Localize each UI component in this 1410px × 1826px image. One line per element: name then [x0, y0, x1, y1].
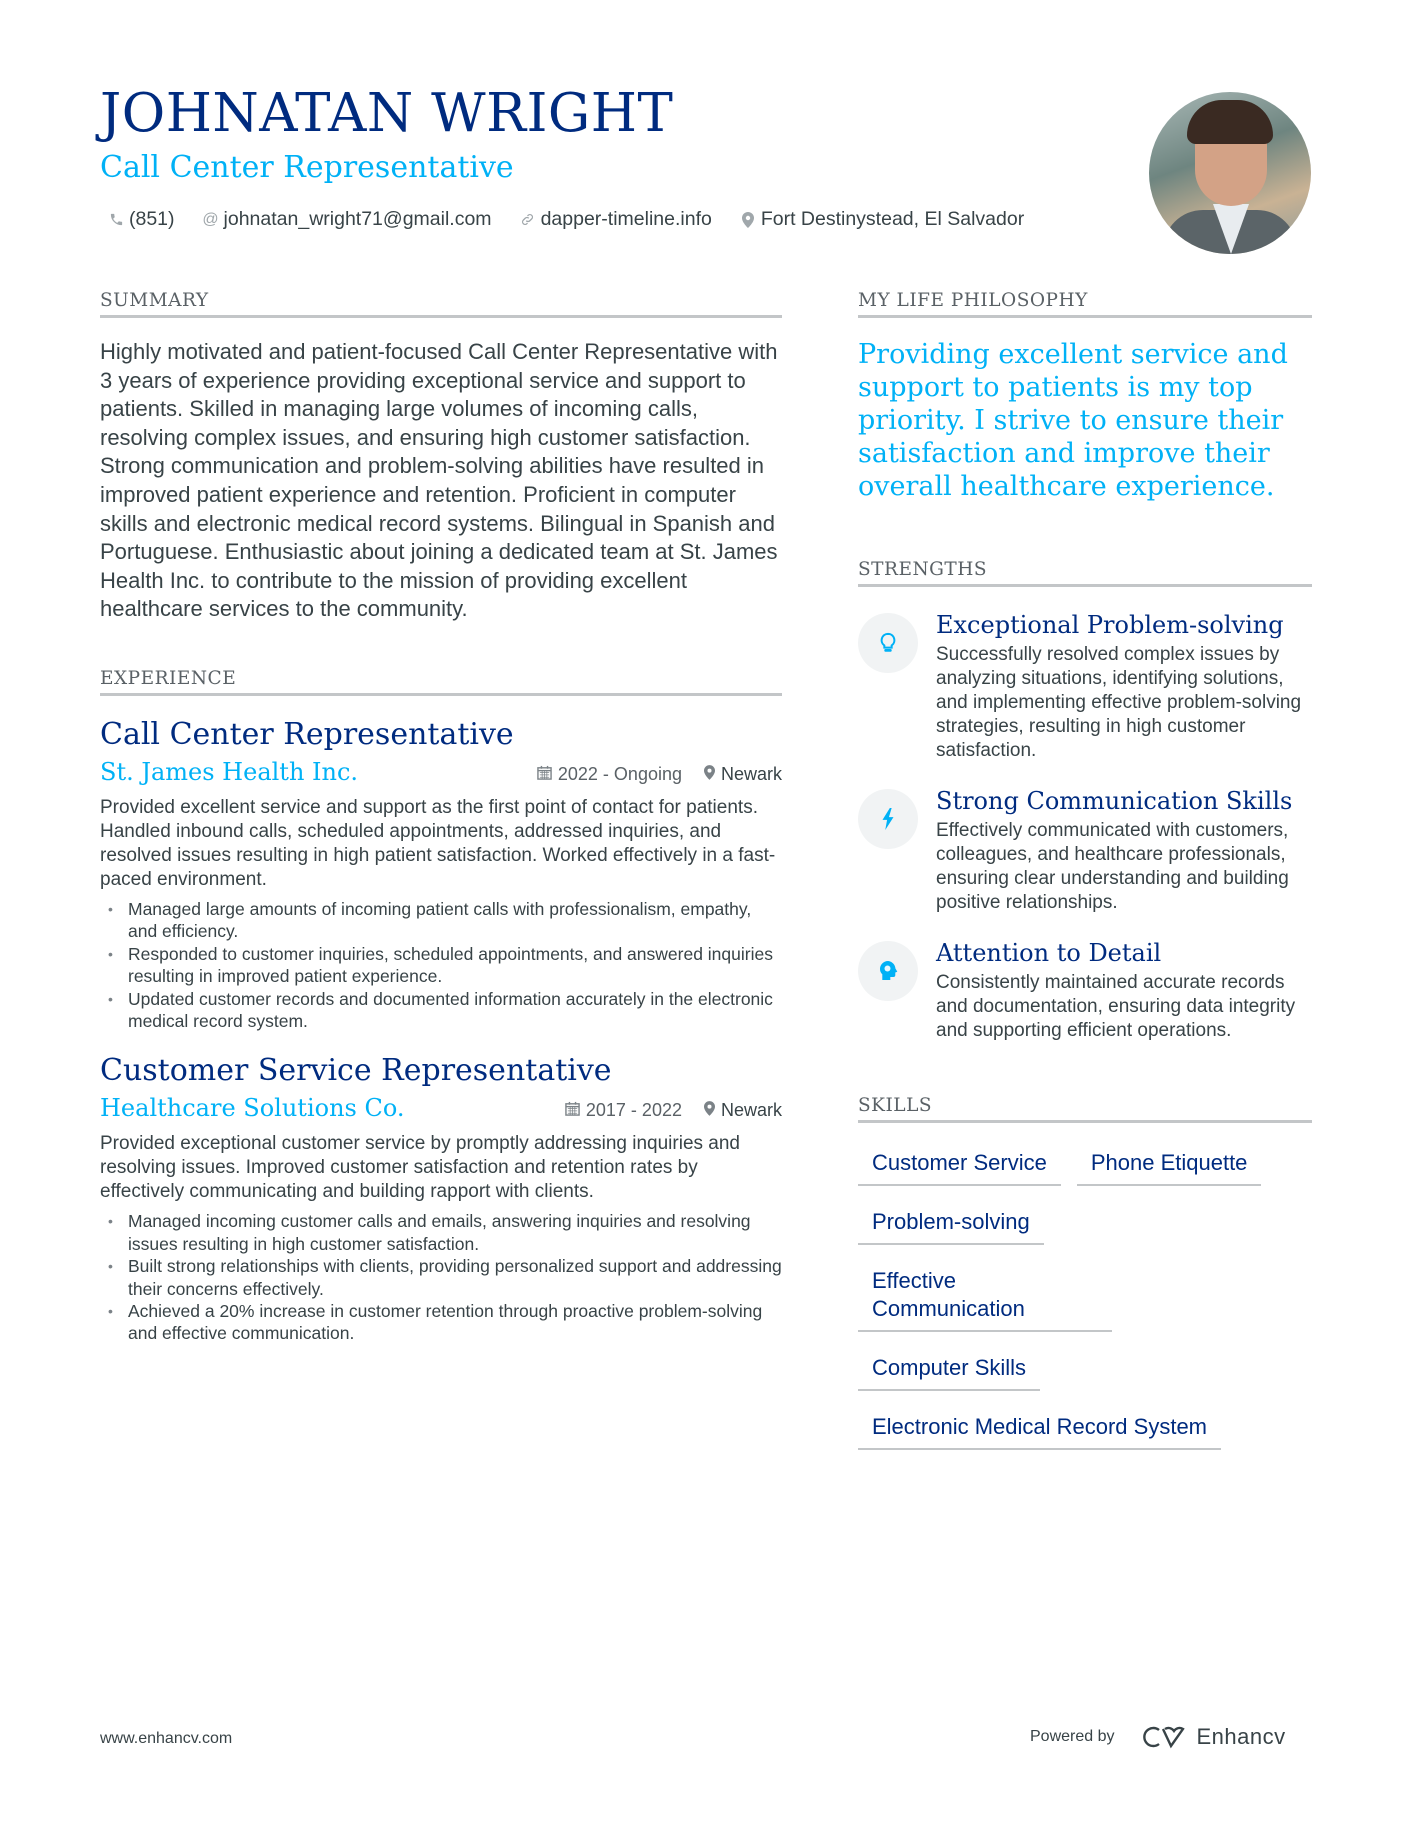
strength-item: [858, 785, 1312, 915]
strength-title: Exceptional Problem-solving: [936, 611, 1284, 639]
skill-tag: Effective Communication: [858, 1263, 1112, 1332]
strengths-section: [858, 559, 1312, 1043]
bullet-item: • Managed incoming customer calls and emails, answering inquiries and resolving issues resulting in high customer satisfaction.: [100, 1210, 782, 1255]
email-text[interactable]: johnatan_wright71@gmail.com: [223, 208, 492, 230]
strength-description: Successfully resolved complex issues by analyzing situations, identifying solutions, and implementing effective problem-solving strategies, resulting in high customer satisfaction.: [936, 644, 1302, 761]
company-name: Healthcare Solutions Co.: [100, 1094, 405, 1123]
job-dates: 2022 - Ongoing: [537, 764, 682, 785]
brand-name: Enhancv: [1196, 1724, 1286, 1749]
job-bullets: [100, 1210, 782, 1344]
footer-website[interactable]: www.enhancv.com: [100, 1730, 233, 1747]
link-icon: [520, 212, 536, 227]
skill-list: [858, 1145, 1312, 1450]
contact-info: [100, 208, 1100, 231]
bullet-item: • Managed large amounts of incoming patient calls with professionalism, empathy, and efficiency.: [100, 898, 782, 943]
strength-description: Consistently maintained accurate records and documentation, ensuring data integrity and supporting efficient operations.: [936, 972, 1296, 1041]
philosophy-section: [858, 290, 1312, 503]
job-entry: [100, 716, 782, 1032]
candidate-title: Call Center Representative: [100, 150, 514, 185]
lightning-bolt-icon: [858, 789, 918, 849]
calendar-icon: [565, 1101, 580, 1120]
phone-icon: [108, 212, 124, 227]
job-title: Customer Service Representative: [100, 1053, 612, 1089]
lightbulb-icon: [858, 613, 918, 673]
strength-item: [858, 609, 1312, 763]
philosophy-quote: Providing excellent service and support to patients is my top priority. I strive to ensure their satisfaction and improve their overall healthcare experience.: [858, 339, 1288, 502]
company-name: St. James Health Inc.: [100, 757, 359, 786]
summary-heading: SUMMARY: [100, 290, 782, 318]
bullet-item: • Achieved a 20% increase in customer retention through proactive problem-solving and effective communication.: [100, 1300, 782, 1345]
right-column: [858, 290, 1312, 1450]
profile-photo: [1149, 92, 1311, 254]
experience-heading: EXPERIENCE: [100, 668, 782, 696]
strengths-heading: STRENGTHS: [858, 559, 1312, 587]
skill-tag: Electronic Medical Record System: [858, 1409, 1221, 1450]
enhancv-logo[interactable]: [1143, 1724, 1286, 1750]
bullet-item: • Responded to customer inquiries, scheduled appointments, and answered inquiries resulting in improved patient experience.: [100, 943, 782, 988]
job-title: Call Center Representative: [100, 716, 514, 752]
location-pin-icon: [740, 212, 756, 228]
resume-header: [100, 82, 1100, 231]
summary-text: Highly motivated and patient-focused Call Center Representative with 3 years of experience providing exceptional service and support to patients. Skilled in managing large volumes of incoming calls, resolving complex issues, and ensuring high customer satisfaction. Strong communication and problem-solving abilities have resulted in improved patient experience and retention. Proficient in computer skills and electronic medical record systems. Bilingual in Spanish and Portuguese. Enthusiastic about joining a dedicated team at St. James Health Inc. to contribute to the mission of providing excellent healthcare services to the community.: [100, 339, 778, 622]
skill-tag: Phone Etiquette: [1077, 1145, 1262, 1186]
website-text[interactable]: dapper-timeline.info: [540, 208, 712, 230]
location-text: Fort Destinystead, El Salvador: [760, 208, 1025, 230]
contact-website[interactable]: [520, 208, 712, 231]
head-brain-icon: [858, 941, 918, 1001]
job-description: Provided excellent service and support as the first point of contact for patients. Handled inbound calls, scheduled appointments, addressed inquiries, and resolved issues resulting in high patient satisfaction. Worked effectively in a fast-paced environment.: [100, 796, 776, 890]
at-icon: @: [202, 210, 219, 228]
bullet-item: • Updated customer records and documented information accurately in the electronic medical record system.: [100, 988, 782, 1033]
philosophy-heading: MY LIFE PHILOSOPHY: [858, 290, 1312, 318]
candidate-name: JOHNATAN WRIGHT: [100, 83, 674, 144]
summary-section: [100, 290, 782, 624]
bullet-item: • Built strong relationships with clients, providing personalized support and addressing their concerns effectively.: [100, 1255, 782, 1300]
location-pin-icon: [704, 765, 715, 784]
skills-section: [858, 1095, 1312, 1450]
contact-phone: [108, 208, 175, 231]
location-pin-icon: [704, 1101, 715, 1120]
skills-heading: SKILLS: [858, 1095, 1312, 1123]
left-column: [100, 290, 782, 1345]
strength-title: Strong Communication Skills: [936, 787, 1293, 815]
strength-title: Attention to Detail: [936, 939, 1162, 967]
skill-tag: Problem-solving: [858, 1204, 1044, 1245]
powered-by-label: Powered by: [1030, 1728, 1115, 1745]
skill-tag: Customer Service: [858, 1145, 1061, 1186]
job-dates: 2017 - 2022: [565, 1100, 682, 1121]
job-description: Provided exceptional customer service by promptly addressing inquiries and resolving issues. Improved customer satisfaction and retention rates by effectively communicating and building rapport with clients.: [100, 1133, 740, 1203]
calendar-icon: [537, 765, 552, 784]
phone-text: (851): [129, 208, 175, 230]
skill-tag: Computer Skills: [858, 1350, 1040, 1391]
contact-location: [740, 208, 1024, 231]
job-location: Newark: [704, 764, 782, 785]
strength-item: [858, 937, 1312, 1043]
enhancv-logo-icon: [1143, 1725, 1187, 1749]
experience-section: [100, 668, 782, 1345]
contact-email[interactable]: [203, 208, 492, 231]
strength-description: Effectively communicated with customers, colleagues, and healthcare professionals, ensuring clear understanding and building positive relationships.: [936, 820, 1289, 913]
job-entry: [100, 1052, 782, 1344]
job-location: Newark: [704, 1100, 782, 1121]
job-bullets: [100, 898, 782, 1032]
footer-branding: [1030, 1724, 1286, 1750]
